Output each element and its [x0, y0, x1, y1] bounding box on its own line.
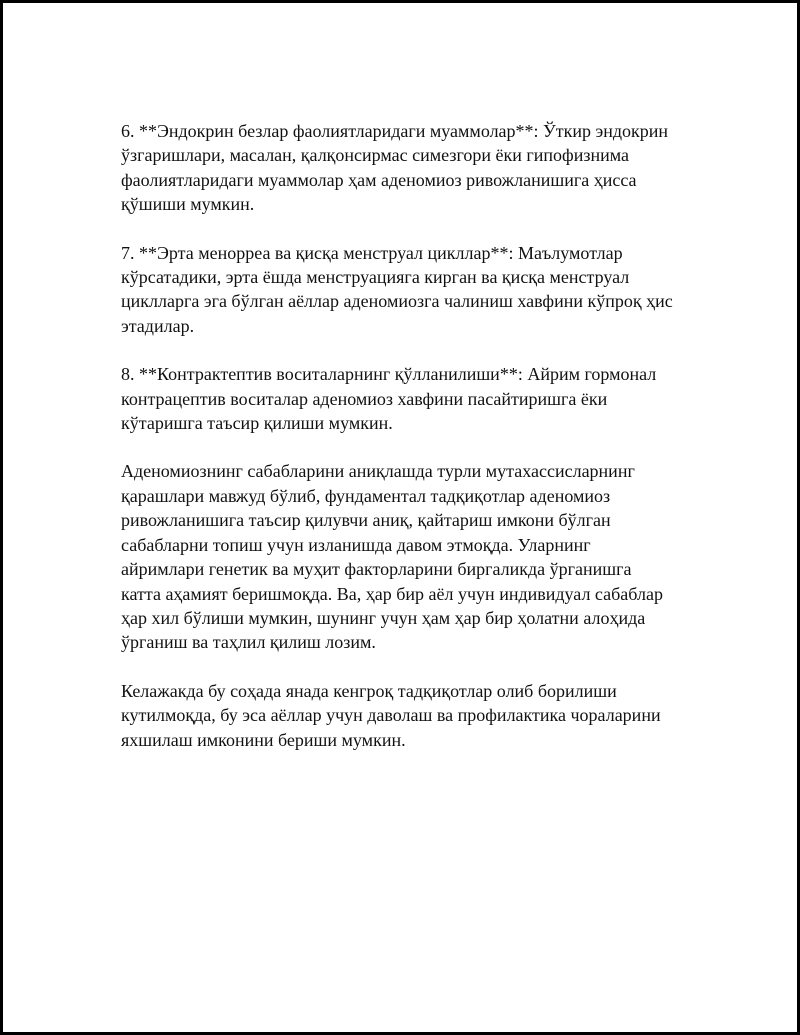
paragraph-endocrine-problems: 6. **Эндокрин безлар фаолиятларидаги муаммолар**: Ўткир эндокрин ўзгаришлари, масалан, қалқонсирмас симезгори ёки гипофизнима фаолиятларидаги муаммолар ҳам аденомиоз ривожланишига ҳисса қўшиши мумкин. [121, 121, 669, 215]
paragraph-future-outlook: Келажакда бу соҳада янада кенгроқ тадқиқотлар олиб борилиши кутилмоқда, бу эса аёллар учун даволаш ва профилактика чораларини яхшилаш имконини бериши мумкин. [121, 680, 661, 750]
paragraph-early-menarche: 7. **Эрта менорреа ва қисқа менструал цикллар**: Маълумотлар кўрсатадики, эрта ёшда менструацияга кирган ва қисқа менструал циклларга эга бўлган аёллар аденомиозга чалиниш хавфини кўпроқ ҳис этадилар. [121, 242, 673, 336]
paragraph-contraceptives: 8. **Контрактептив воситаларнинг қўлланилиши**: Айрим гормонал контрацептив воситалар аденомиоз хавфини пасайтиришга ёки кўтаришга таъсир қилиши мумкин. [121, 364, 657, 434]
paragraph-causes-research: Аденомиознинг сабабларини аниқлашда турли мутахассисларнинг қарашлари мавжуд бўлиб, фундаментал тадқиқотлар аденомиоз ривожланишига таъсир қилувчи аниқ, қайтариш имкони бўлган сабабларни топиш учун изланишда давом этмоқда. Уларнинг айримлари генетик ва муҳит факторларини биргаликда ўрганишга катта аҳамият беришмоқда. Ва, ҳар бир аёл учун индивидуал сабаблар ҳар хил бўлиши мумкин, шунинг учун ҳам ҳар бир ҳолатни алоҳида ўрганиш ва таҳлил қилиш лозим. [121, 461, 663, 653]
document-body [121, 119, 681, 776]
